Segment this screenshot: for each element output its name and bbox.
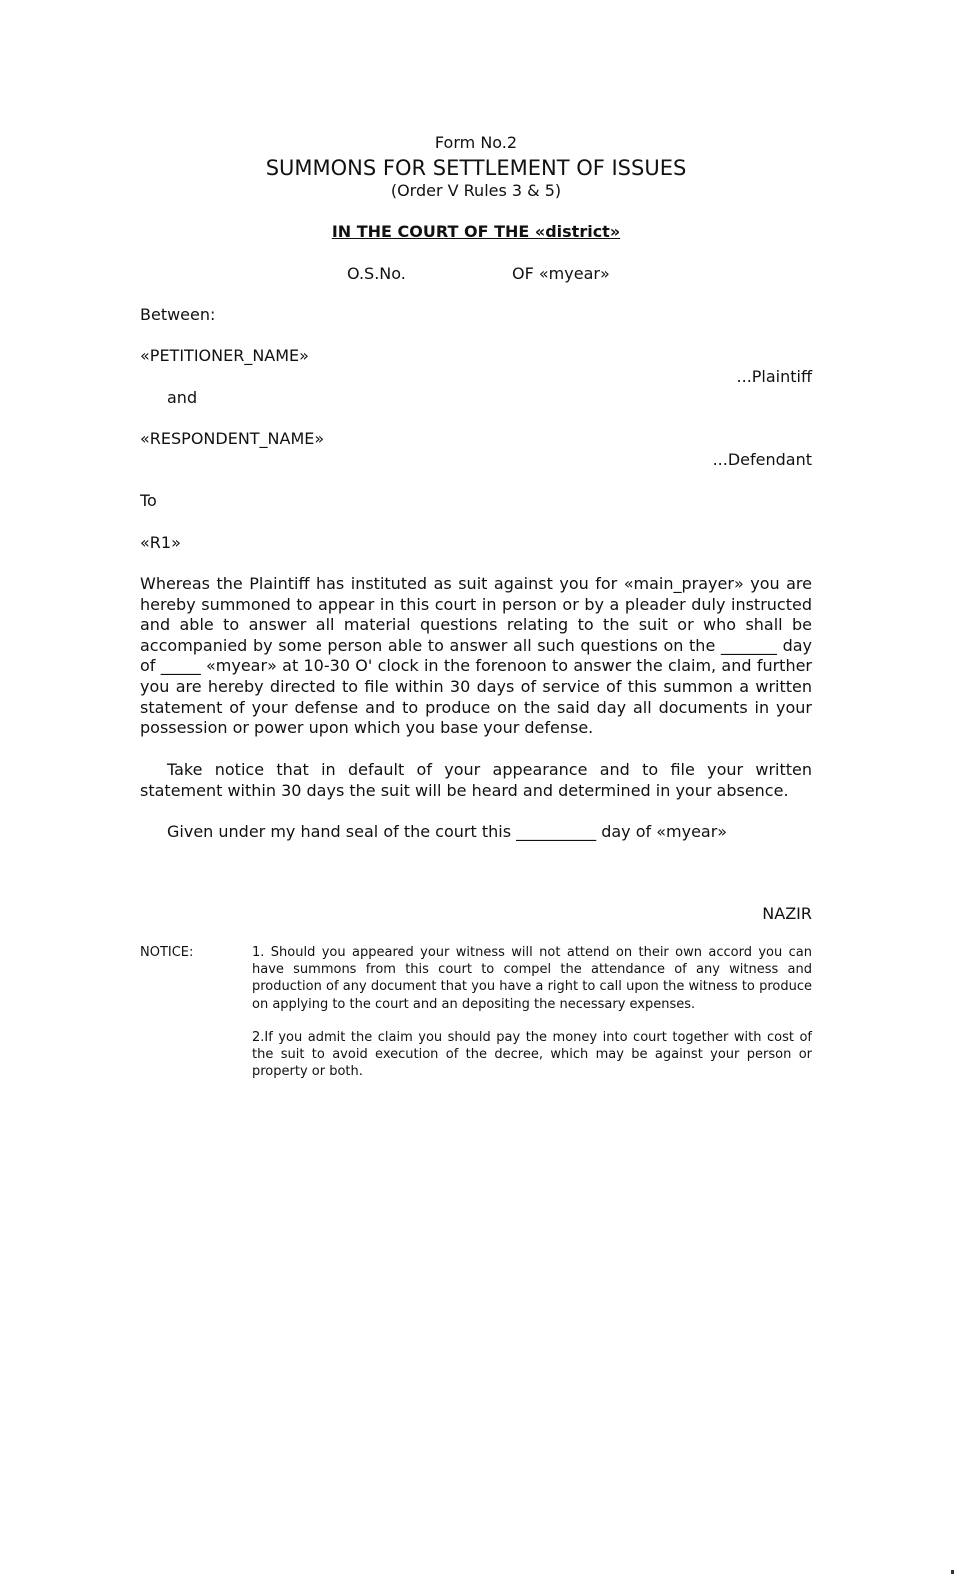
order-reference: (Order V Rules 3 & 5)	[390, 181, 562, 200]
notice-item-2: 2.If you admit the claim you should pay the money into court together with cost of the suit to avoid execution of the decree, which may be against your person or property or both.	[252, 1030, 812, 1080]
case-year: OF «myear»	[512, 264, 610, 283]
signature-nazir: NAZIR	[762, 904, 812, 923]
document-title: SUMMONS FOR SETTLEMENT OF ISSUES	[265, 156, 687, 180]
and-label: and	[167, 388, 198, 407]
petitioner-name: «PETITIONER_NAME»	[140, 346, 309, 365]
case-number-label: O.S.No.	[347, 264, 406, 283]
court-heading: IN THE COURT OF THE «district»	[331, 222, 621, 241]
given-under-paragraph: Given under my hand seal of the court this __________ day of «myear»	[167, 822, 728, 841]
notice-paragraph: Take notice that in default of your appearance and to file your written statement within 30 days the suit will be heard and determined in your absence.	[140, 760, 812, 800]
respondent-name: «RESPONDENT_NAME»	[140, 429, 325, 448]
corner-mark	[951, 1570, 954, 1574]
between-label: Between:	[140, 305, 216, 324]
to-label: To	[140, 491, 157, 510]
addressee-name: «R1»	[140, 533, 181, 552]
summons-paragraph: Whereas the Plaintiff has instituted as suit against you for «main_prayer» you are hereby summoned to appear in this court in person or by a pleader duly instructed and able to answer all material questions relating to the suit or who shall be accompanied by some person able to answer all such questions on the _______ day of _____ «myear» at 10-30 O' clock in the forenoon to answer the claim, and further you are hereby directed to file within 30 days of service of this summon a written statement of your defense and to produce on the said day all documents in your possession or power upon which you base your defense.	[140, 574, 812, 738]
notice-label: NOTICE:	[140, 945, 194, 960]
plaintiff-label: ...Plaintiff	[736, 367, 812, 386]
form-number: Form No.2	[434, 133, 518, 152]
defendant-label: ...Defendant	[712, 450, 812, 469]
notice-item-1: 1. Should you appeared your witness will not attend on their own accord you can have summons from this court to compel the attendance of any witness and production of any document that you have a right to call upon the witness to produce on applying to the court and an depositing the necessary expenses.	[252, 945, 812, 1012]
